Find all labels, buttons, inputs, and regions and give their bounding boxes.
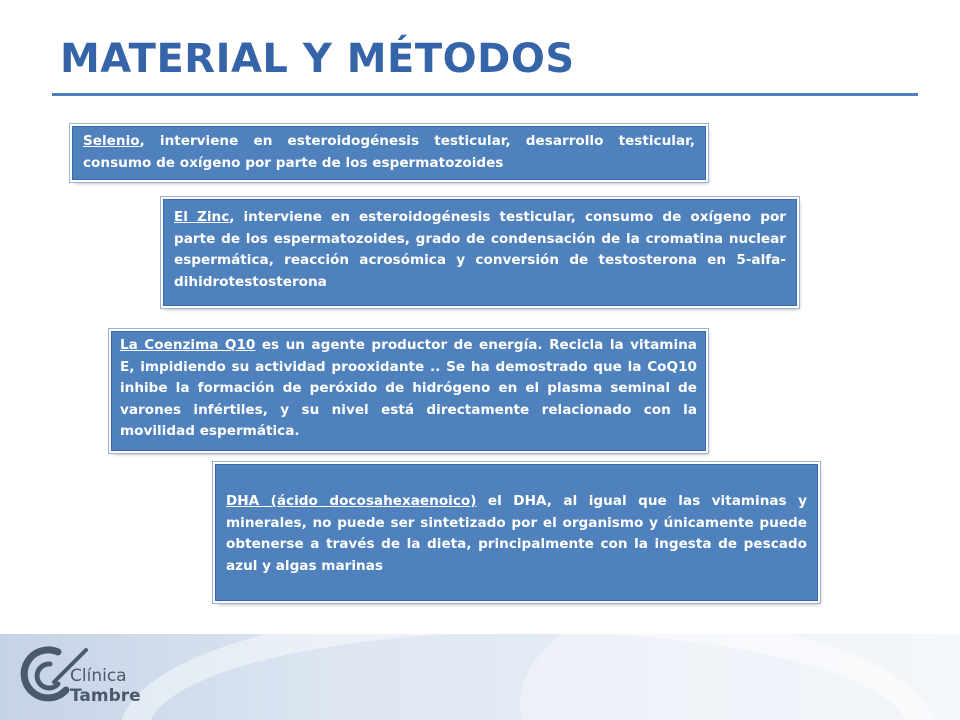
slide-title: MATERIAL Y MÉTODOS (60, 36, 575, 82)
logo-text-clinica: Clínica (70, 666, 127, 686)
logo-text-tambre: Tambre (70, 686, 141, 706)
box-term: La Coenzima Q10 (120, 337, 256, 353)
zinc-box (163, 199, 797, 306)
dha-box (215, 464, 818, 601)
title-underline (52, 93, 918, 96)
box-term: El Zinc (174, 209, 230, 225)
box-text: , interviene en esteroidogénesis testicular, consumo de oxígeno por parte de los espermatozoides, grado de condensación de la cromatina nuclear espermática, reacción acrosómica y conversión de testosterona en 5-alfa-dihidrotestosterona (174, 209, 786, 290)
box-term: Selenio (83, 133, 140, 149)
coq10-box (111, 331, 706, 451)
selenio-box (72, 126, 706, 180)
box-term: DHA (ácido docosahexaenoico) (226, 493, 477, 509)
box-text: , interviene en esteroidogénesis testicular, desarrollo testicular, consumo de oxígeno por parte de los espermatozoides (83, 133, 695, 171)
box-text: es un agente productor de energía. Recicla la vitamina E, impidiendo su actividad prooxidante .. Se ha demostrado que la CoQ10 inhibe la formación de peróxido de hidrógeno en el plasma seminal de varones infértiles, y su nivel está directamente relacionado con la movilidad espermática. (120, 337, 697, 439)
box-text: el DHA, al igual que las vitaminas y minerales, no puede ser sintetizado por el organismo y únicamente puede obtenerse a través de la dieta, principalmente con la ingesta de pescado azul y algas marinas (226, 493, 807, 574)
